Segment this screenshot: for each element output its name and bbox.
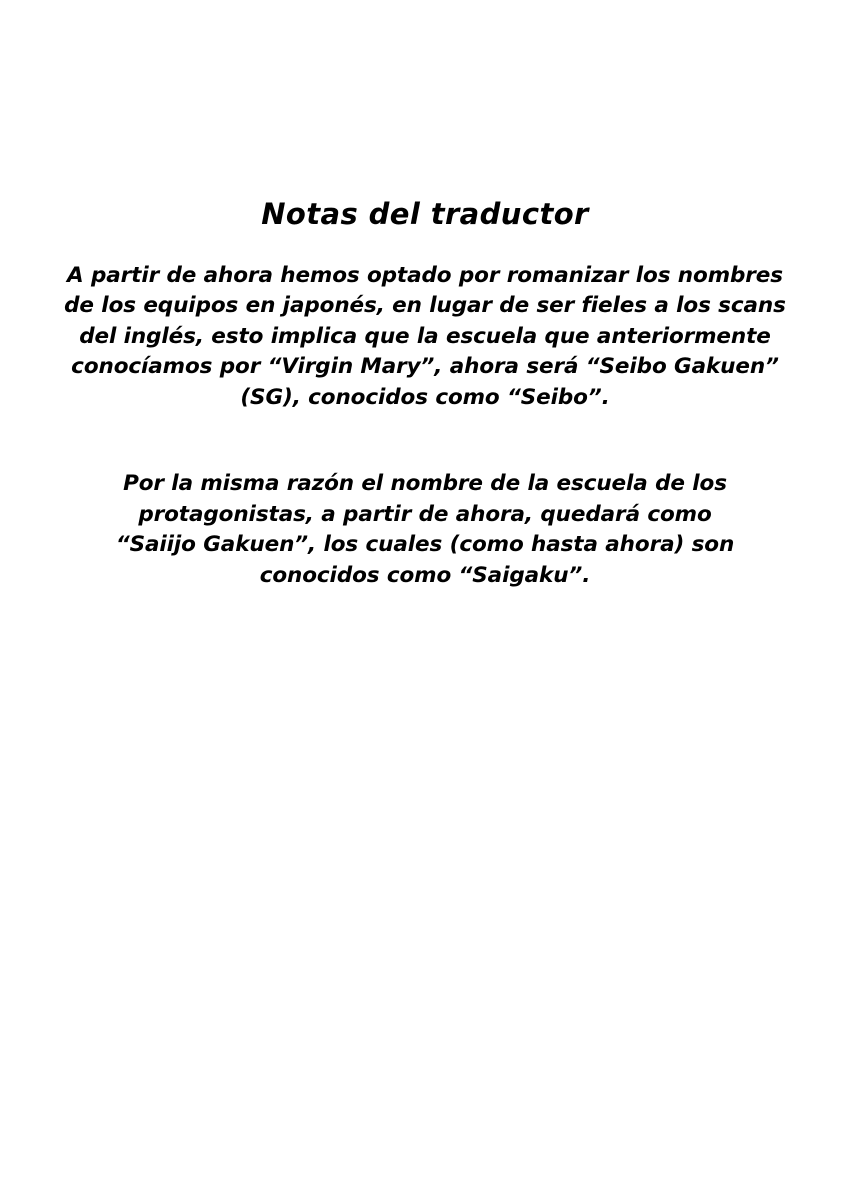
translator-note-paragraph-2: Por la misma razón el nombre de la escuela de los protagonistas, a partir de ahora, quedará como “Saiijo Gakuen”, los cuales (como hasta ahora) son conocidos como “Saigaku”. <box>115 471 735 588</box>
page-title: Notas del traductor <box>261 197 589 231</box>
translator-note-paragraph-1: A partir de ahora hemos optado por romanizar los nombres de los equipos en japonés, en lugar de ser fieles a los scans del inglés, esto implica que la escuela que anteriormente conocíamos por “Virgin Mary”, ahora será “Seibo Gakuen” (SG), conocidos como “Seibo”. <box>64 262 786 410</box>
document-content <box>0 0 850 591</box>
